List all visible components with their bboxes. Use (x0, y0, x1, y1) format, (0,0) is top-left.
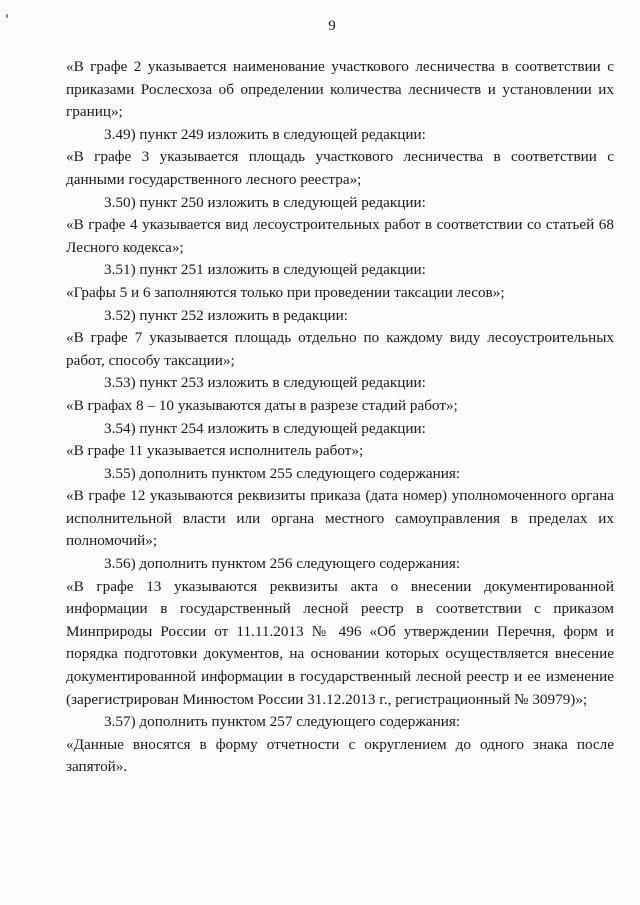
paragraph-item-3-54: 3.54) пункт 254 изложить в следующей редакции: (104, 419, 426, 437)
paragraph-item-3-53: 3.53) пункт 253 изложить в следующей редакции: (104, 374, 426, 392)
paragraph-item-3-52: 3.52) пункт 252 изложить в редакции: (104, 306, 348, 324)
paragraph-item-3-50: 3.50) пункт 250 изложить в следующей редакции: (104, 193, 426, 211)
paragraph-item-3-55: 3.55) дополнить пунктом 255 следующего содержания: (104, 464, 461, 482)
paragraph-quote-graph-2: «В графе 2 указывается наименование участкового лесничества в соответствии с приказами Рослесхоза об определении количества лесничеств и установлении их границ»; (66, 58, 614, 121)
page-number: 9 (328, 18, 336, 34)
paragraph-item-3-49: 3.49) пункт 249 изложить в следующей редакции: (104, 125, 426, 143)
paragraph-quote-graphs-8-10: «В графах 8 – 10 указываются даты в разрезе стадий работ»; (66, 396, 458, 414)
paragraph-quote-graph-4: «В графе 4 указывается вид лесоустроительных работ в соответствии со статьей 68 Лесного кодекса»; (66, 216, 614, 256)
paragraph-quote-graph-7: «В графе 7 указывается площадь отдельно по каждому виду лесоустроительных работ, способу таксации»; (66, 329, 614, 369)
paragraph-quote-rounding: «Данные вносятся в форму отчетности с округлением до одного знака после запятой». (66, 735, 614, 776)
paragraph-quote-graphs-5-6: «Графы 5 и 6 заполняются только при проведении таксации лесов»; (66, 283, 505, 301)
paragraph-item-3-57: 3.57) дополнить пунктом 257 следующего содержания: (104, 713, 461, 731)
scan-mark (6, 14, 8, 18)
paragraph-quote-graph-13: «В графе 13 указываются реквизиты акта о внесении документированной информации в государственный лесной реестр в соответствии с приказом Минприроды России от 11.11.2013 № 496 «Об утверждении Перечня, форм и порядка подготовки документов, на основании которых осуществляется внесение документированной информации в государственный лесной реестр и ее изменение (зарегистрирован Минюстом России 31.12.2013 г., регистрационный № 30979)»; (66, 577, 614, 708)
paragraph-quote-graph-12: «В графе 12 указываются реквизиты приказа (дата номер) уполномоченного органа исполнительной власти или органа местного самоуправления в пределах их полномочий»; (66, 487, 614, 550)
paragraph-quote-graph-11: «В графе 11 указывается исполнитель работ»; (66, 442, 364, 460)
document-body (66, 56, 614, 779)
paragraph-item-3-51: 3.51) пункт 251 изложить в следующей редакции: (104, 261, 426, 279)
paragraph-quote-graph-3: «В графе 3 указывается площадь участкового лесничества в соответствии с данными государственного лесного реестра»; (66, 148, 614, 188)
paragraph-item-3-56: 3.56) дополнить пунктом 256 следующего содержания: (104, 555, 461, 573)
